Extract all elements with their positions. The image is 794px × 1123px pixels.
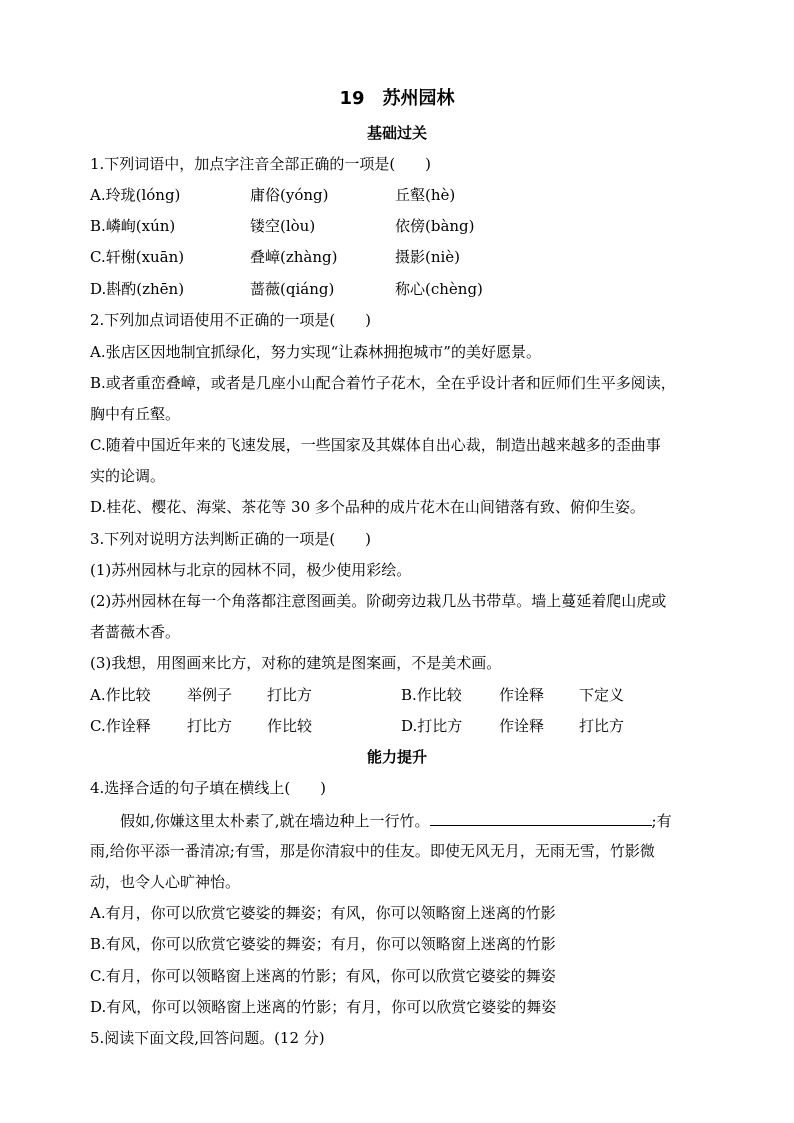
question-4-passage-line2: 雨,给你平添一番清凉;有雪，那是你清寂中的佳友。即使无风无月，无雨无雪，竹影微 <box>90 842 655 860</box>
question-4-passage-line3: 动，也令人心旷神怡。 <box>90 873 241 891</box>
option-label: A.作比较 <box>90 686 151 704</box>
question-4-option-a: A.有月，你可以欣赏它婆娑的舞姿；有风，你可以领略窗上迷离的竹影 <box>90 904 556 922</box>
option-label: C.作诠释 <box>90 717 151 735</box>
question-3-sentence-2-line1: (2)苏州园林在每一个角落都注意图画美。阶砌旁边栽几丛书带草。墙上蔓延着爬山虎或 <box>90 592 667 610</box>
option-label: 打比方 <box>267 686 313 704</box>
option-label: 下定义 <box>579 686 625 704</box>
question-2-option-b-line2: 胸中有丘壑。 <box>90 405 181 423</box>
question-3-sentence-3: (3)我想，用图画来比方，对称的建筑是图案画，不是美术画。 <box>90 654 502 672</box>
question-1-stem: 1.下列词语中，加点字注音全部正确的一项是( ) <box>90 155 432 173</box>
section-heading-basic: 基础过关 <box>366 124 427 142</box>
option-word: 叠嶂(zhàng) <box>250 248 338 266</box>
option-word: 依傍(bàng) <box>395 217 475 235</box>
option-label: 作诠释 <box>499 686 545 704</box>
option-word: B.嶙峋(xún) <box>90 217 176 235</box>
question-3-sentence-1: (1)苏州园林与北京的园林不同，极少使用彩绘。 <box>90 561 412 579</box>
option-label: 作诠释 <box>499 717 545 735</box>
question-2-option-d: D.桂花、樱花、海棠、茶花等 30 多个品种的成片花木在山间错落有致、俯仰生姿。 <box>90 498 645 516</box>
option-label: B.作比较 <box>401 686 462 704</box>
passage-text: ;有 <box>651 812 672 830</box>
question-2-option-a: A.张店区因地制宜抓绿化，努力实现“让森林拥抱城市”的美好愿景。 <box>90 343 541 361</box>
question-3-sentence-2-line2: 者蔷薇木香。 <box>90 623 181 641</box>
option-label: D.打比方 <box>401 717 463 735</box>
question-4-passage-line1 <box>90 810 672 831</box>
question-2-option-c-line1: C.随着中国近年来的飞速发展，一些国家及其媒体自出心裁，制造出越来越多的歪曲事 <box>90 436 661 454</box>
question-2-option-b-line1: B.或者重峦叠嶂，或者是几座小山配合着竹子花木，全在乎设计者和匠师们生平多阅读， <box>90 374 676 392</box>
option-word: 称心(chèng) <box>395 280 483 298</box>
answer-blank[interactable] <box>430 810 652 826</box>
question-2-stem: 2.下列加点词语使用不正确的一项是( ) <box>90 311 372 329</box>
passage-text: 假如,你嫌这里太朴素了,就在墙边种上一行竹。 <box>90 812 430 830</box>
option-label: 举例子 <box>187 686 233 704</box>
option-word: 丘壑(hè) <box>395 186 456 204</box>
option-word: 摄影(niè) <box>395 248 461 266</box>
option-label: 打比方 <box>187 717 233 735</box>
option-word: C.轩榭(xuān) <box>90 248 185 266</box>
question-4-option-d: D.有风，你可以领略窗上迷离的竹影；有月，你可以欣赏它婆娑的舞姿 <box>90 998 557 1016</box>
option-word: D.斟酌(zhēn) <box>90 280 185 298</box>
option-word: 庸俗(yóng) <box>250 186 329 204</box>
question-4-option-c: C.有月，你可以领略窗上迷离的竹影；有风，你可以欣赏它婆娑的舞姿 <box>90 967 556 985</box>
page-title: 19 苏州园林 <box>339 88 455 109</box>
question-4-stem: 4.选择合适的句子填在横线上( ) <box>90 779 327 797</box>
option-word: 镂空(lòu) <box>250 217 316 235</box>
option-label: 打比方 <box>579 717 625 735</box>
option-word: 蔷薇(qiáng) <box>250 280 335 298</box>
question-5-stem: 5.阅读下面文段,回答问题。(12 分) <box>90 1029 325 1047</box>
question-3-stem: 3.下列对说明方法判断正确的一项是( ) <box>90 530 372 548</box>
question-4-option-b: B.有风，你可以欣赏它婆娑的舞姿；有月，你可以领略窗上迷离的竹影 <box>90 935 556 953</box>
question-2-option-c-line2: 实的论调。 <box>90 467 166 485</box>
option-label: 作比较 <box>267 717 313 735</box>
option-word: A.玲珑(lóng) <box>90 186 181 204</box>
section-heading-advanced: 能力提升 <box>366 748 427 766</box>
